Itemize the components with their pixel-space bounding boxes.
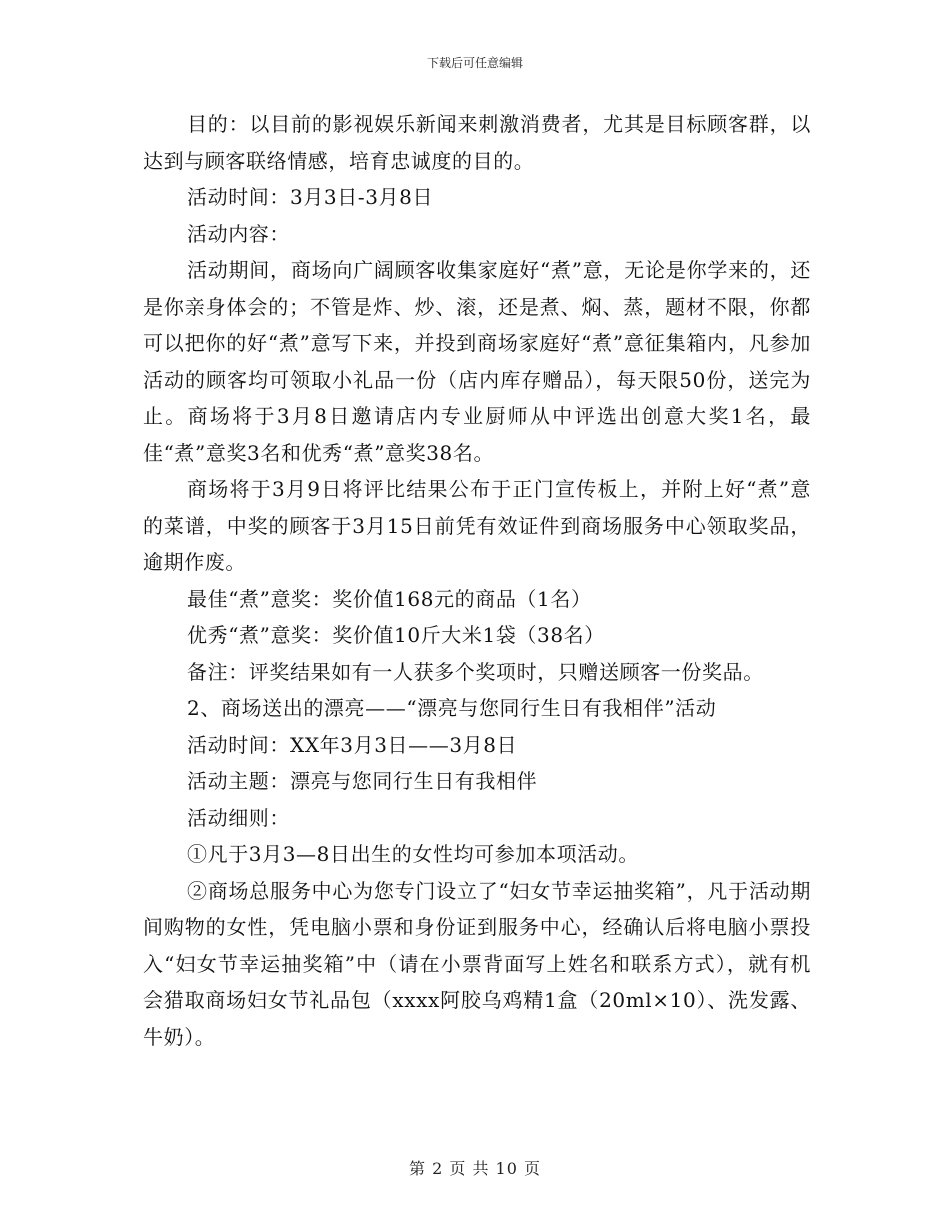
paragraph-remark: 备注：评奖结果如有一人获多个奖项时，只赠送顾客一份奖品。 [187,659,764,684]
page-footer: 第 2 页 共 10 页 [409,1159,541,1178]
paragraph-rule-2: ②商场总服务中心为您专门设立了“妇女节幸运抽奖箱”，凡于活动期间购物的女性，凭电脑小票和身份证到服务中心，经确认后将电脑小票投入“妇女节幸运抽奖箱”中（请在小票背面写上姓名和联系方式），就有机会猎取商场妇女节礼品包（xxxx阿胶乌鸡精1盒（20ml×10）、洗发露、牛奶）。 [143,878,811,1049]
paragraph-purpose: 目的：以目前的影视娱乐新闻来刺激消费者，尤其是目标顾客群，以达到与顾客联络情感，培育忠诚度的目的。 [143,112,811,173]
paragraph-rule-1: ①凡于3月3—8日出生的女性均可参加本项活动。 [187,842,639,866]
paragraph-best-prize: 最佳“煮”意奖：奖价值168元的商品（1名） [187,586,592,611]
paragraph-rules-heading: 活动细则： [187,805,290,830]
paragraph-results-announcement: 商场将于3月9日将评比结果公布于正门宣传板上，并附上好“煮”意的菜谱，中奖的顾客于3月15日前凭有效证件到商场服务中心领取奖品，逾期作废。 [143,477,811,574]
paragraph-section-2-title: 2、商场送出的漂亮——“漂亮与您同行生日有我相伴”活动 [187,696,717,720]
paragraph-section-2-theme: 活动主题：漂亮与您同行生日有我相伴 [187,769,538,793]
paragraph-section-2-time: 活动时间：XX年3月3日——3月8日 [187,732,518,757]
paragraph-activity-time: 活动时间：3月3日-3月8日 [187,185,434,209]
paragraph-excellent-prize: 优秀“煮”意奖：奖价值10斤大米1袋（38名） [187,623,605,647]
page-header: 下载后可任意编辑 [426,56,523,70]
paragraph-activity-content-heading: 活动内容： [187,221,290,246]
document-body [143,106,811,1055]
paragraph-activity-description: 活动期间，商场向广阔顾客收集家庭好“煮”意，无论是你学来的，还是你亲身体会的；不管是炸、炒、滚，还是煮、焖、蒸，题材不限，你都可以把你的好“煮”意写下来，并投到商场家庭好“煮”意征集箱内，凡参加活动的顾客均可领取小礼品一份（店内库存赠品），每天限50份，送完为止。商场将于3月8日邀请店内专业厨师从中评选出创意大奖1名，最佳“煮”意奖3名和优秀“煮”意奖38名。 [143,258,811,465]
